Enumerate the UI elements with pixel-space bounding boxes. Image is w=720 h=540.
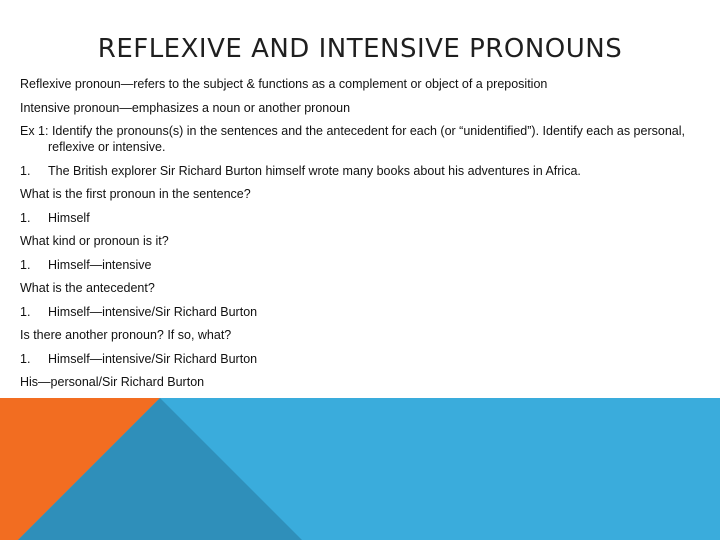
- decorative-footer-shapes: [0, 398, 720, 540]
- answer-line: His—personal/Sir Richard Burton: [20, 375, 205, 389]
- question-line: Is there another pronoun? If so, what?: [20, 328, 232, 342]
- question-line: What is the antecedent?: [20, 281, 155, 295]
- line-reflexive-definition: Reflexive pronoun—refers to the subject & functions as a complement or object of a preposition: [20, 77, 548, 91]
- list-item-text: Himself: [48, 210, 90, 225]
- list-item: [20, 257, 700, 273]
- list-item-text: The British explorer Sir Richard Burton himself wrote many books about his adventures in Africa.: [48, 163, 581, 178]
- list-item-text: Himself—intensive/Sir Richard Burton: [48, 304, 258, 319]
- line-intensive-definition: Intensive pronoun—emphasizes a noun or another pronoun: [20, 100, 351, 115]
- list-item: [20, 351, 700, 367]
- line-example-instructions: Ex 1: Identify the pronouns(s) in the sentences and the antecedent for each (or “unidentified”). Identify each as personal, reflexive or intensive.: [20, 124, 685, 154]
- list-number: 1.: [20, 351, 31, 366]
- question-line: What is the first pronoun in the sentence?: [20, 187, 251, 201]
- list-item: [20, 163, 700, 179]
- list-item-text: Himself—intensive: [48, 257, 152, 272]
- list-number: 1.: [20, 304, 31, 319]
- list-number: 1.: [20, 210, 31, 225]
- slide-body: [20, 76, 700, 398]
- list-item: [20, 304, 700, 320]
- list-number: 1.: [20, 163, 31, 178]
- question-line: What kind or pronoun is it?: [20, 234, 169, 248]
- slide-title: REFLEXIVE AND INTENSIVE PRONOUNS: [97, 34, 623, 64]
- list-number: 1.: [20, 257, 31, 272]
- list-item: [20, 210, 700, 226]
- list-item-text: Himself—intensive/Sir Richard Burton: [48, 351, 258, 366]
